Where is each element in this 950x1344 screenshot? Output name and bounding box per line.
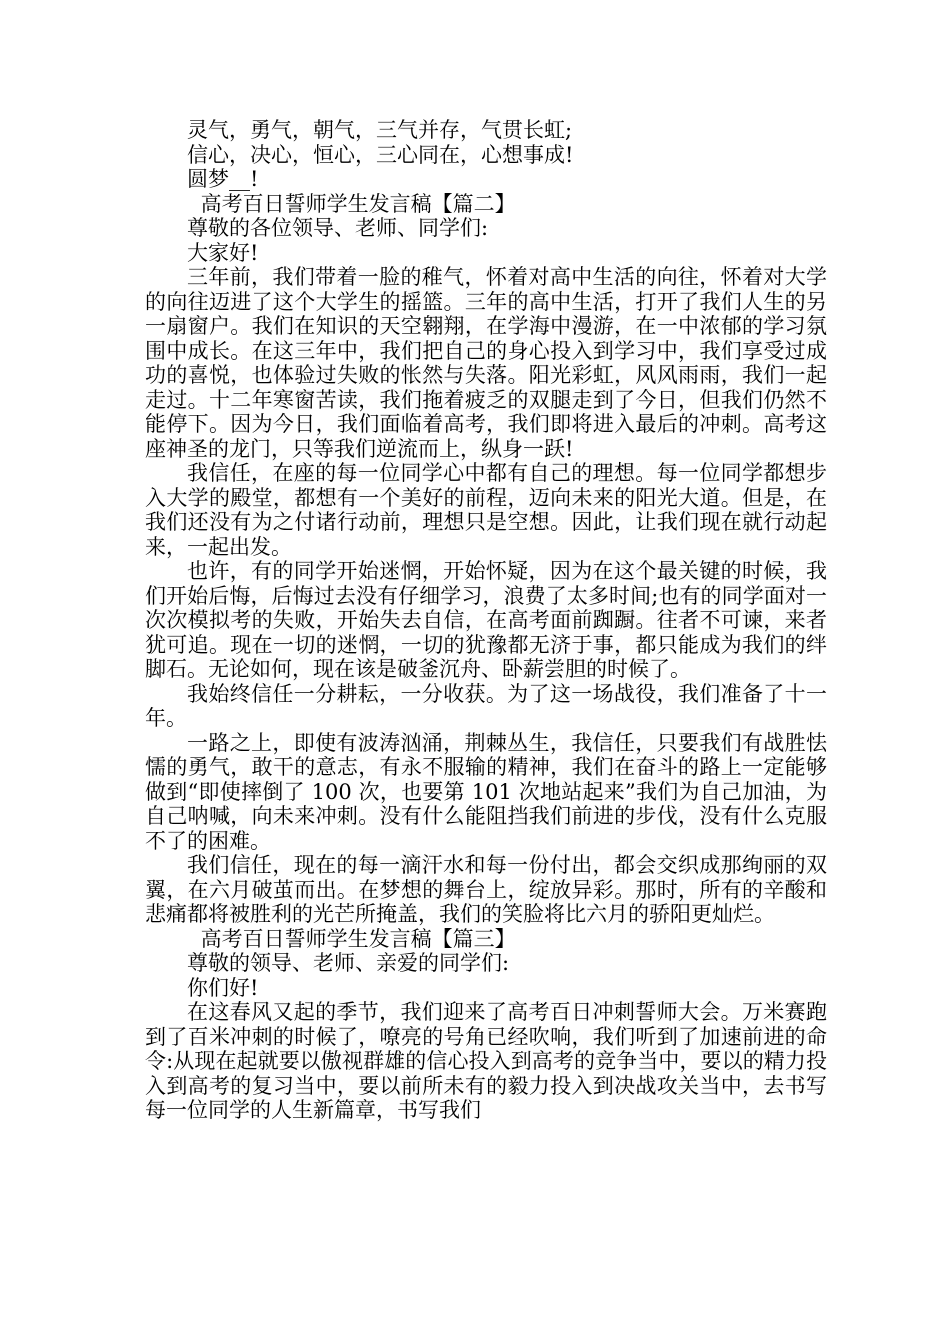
paragraph: 三年前，我们带着一脸的稚气，怀着对高中生活的向往，怀着对大学的向往迈进了这个大学生的摇篮。三年的高中生活，打开了我们人生的另一扇窗户。我们在知识的天空翱翔，在学海中漫游，在一中浓郁的学习氛围中成长。在这三年中，我们把自己的身心投入到学习中，我们享受过成功的喜悦，也体验过失败的怅然与失落。阳光彩虹，风风雨雨，我们一起走过。十二年寒窗苦读，我们拖着疲乏的双腿走到了今日，但我们仍然不能停下。因为今日，我们面临着高考，我们即将进入最后的冲刺。高考这座神圣的龙门，只等我们逆流而上，纵身一跃!	[145, 265, 827, 461]
paragraph: 在这春风又起的季节，我们迎来了高考百日冲刺誓师大会。万米赛跑到了百米冲刺的时候了，嘹亮的号角已经吹响，我们听到了加速前进的命令:从现在起就要以傲视群雄的信心投入到高考的竞争当中，要以的精力投入到高考的复习当中，要以前所未有的毅力投入到决战攻关当中，去书写每一位同学的人生新篇章，书写我们	[145, 1000, 827, 1122]
greeting: 你们好!	[187, 975, 259, 1000]
paragraph: 我们信任，现在的每一滴汗水和每一份付出，都会交织成那绚丽的双翼，在六月破茧而出。在梦想的舞台上，绽放异彩。那时，所有的辛酸和悲痛都将被胜利的光芒所掩盖，我们的笑脸将比六月的骄阳更灿烂。	[145, 853, 827, 926]
salutation: 尊敬的领导、老师、亲爱的同学们:	[187, 951, 510, 975]
paragraph: 灵气，勇气，朝气，三气并存，气贯长虹;	[187, 118, 573, 142]
paragraph: 也许，有的同学开始迷惘，开始怀疑，因为在这个最关键的时候，我们开始后悔，后悔过去没有仔细学习，浪费了太多时间;也有的同学面对一次次模拟考的失败，开始失去自信，在高考面前踟蹰。往者不可谏，来者犹可追。现在一切的迷惘，一切的犹豫都无济于事，都只能成为我们的绊脚石。无论如何，现在该是破釜沉舟、卧薪尝胆的时候了。	[145, 559, 827, 681]
salutation: 尊敬的各位领导、老师、同学们:	[187, 216, 489, 240]
paragraph: 我始终信任一分耕耘，一分收获。为了这一场战役，我们准备了十一年。	[145, 681, 827, 730]
section-heading: 高考百日誓师学生发言稿【篇二】	[200, 191, 516, 216]
paragraph: 信心，决心，恒心，三心同在，心想事成!	[187, 142, 574, 167]
document-page	[145, 118, 827, 1123]
section-heading: 高考百日誓师学生发言稿【篇三】	[200, 926, 516, 951]
paragraph: 一路之上，即使有波涛汹涌，荆棘丛生，我信任，只要我们有战胜怯懦的勇气，敢干的意志，有永不服输的精神，我们在奋斗的路上一定能够做到“即使摔倒了 100 次，也要第 101 次地站起来”我们为自己加油，为自己呐喊，向未来冲刺。没有什么能阻挡我们前进的步伐，没有什么克服不了的困难。	[145, 730, 827, 853]
greeting: 大家好!	[187, 240, 259, 265]
paragraph: 圆梦__!	[187, 167, 259, 191]
paragraph: 我信任，在座的每一位同学心中都有自己的理想。每一位同学都想步入大学的殿堂，都想有一个美好的前程，迈向未来的阳光大道。但是，在我们还没有为之付诸行动前，理想只是空想。因此，让我们现在就行动起来，一起出发。	[145, 461, 827, 559]
